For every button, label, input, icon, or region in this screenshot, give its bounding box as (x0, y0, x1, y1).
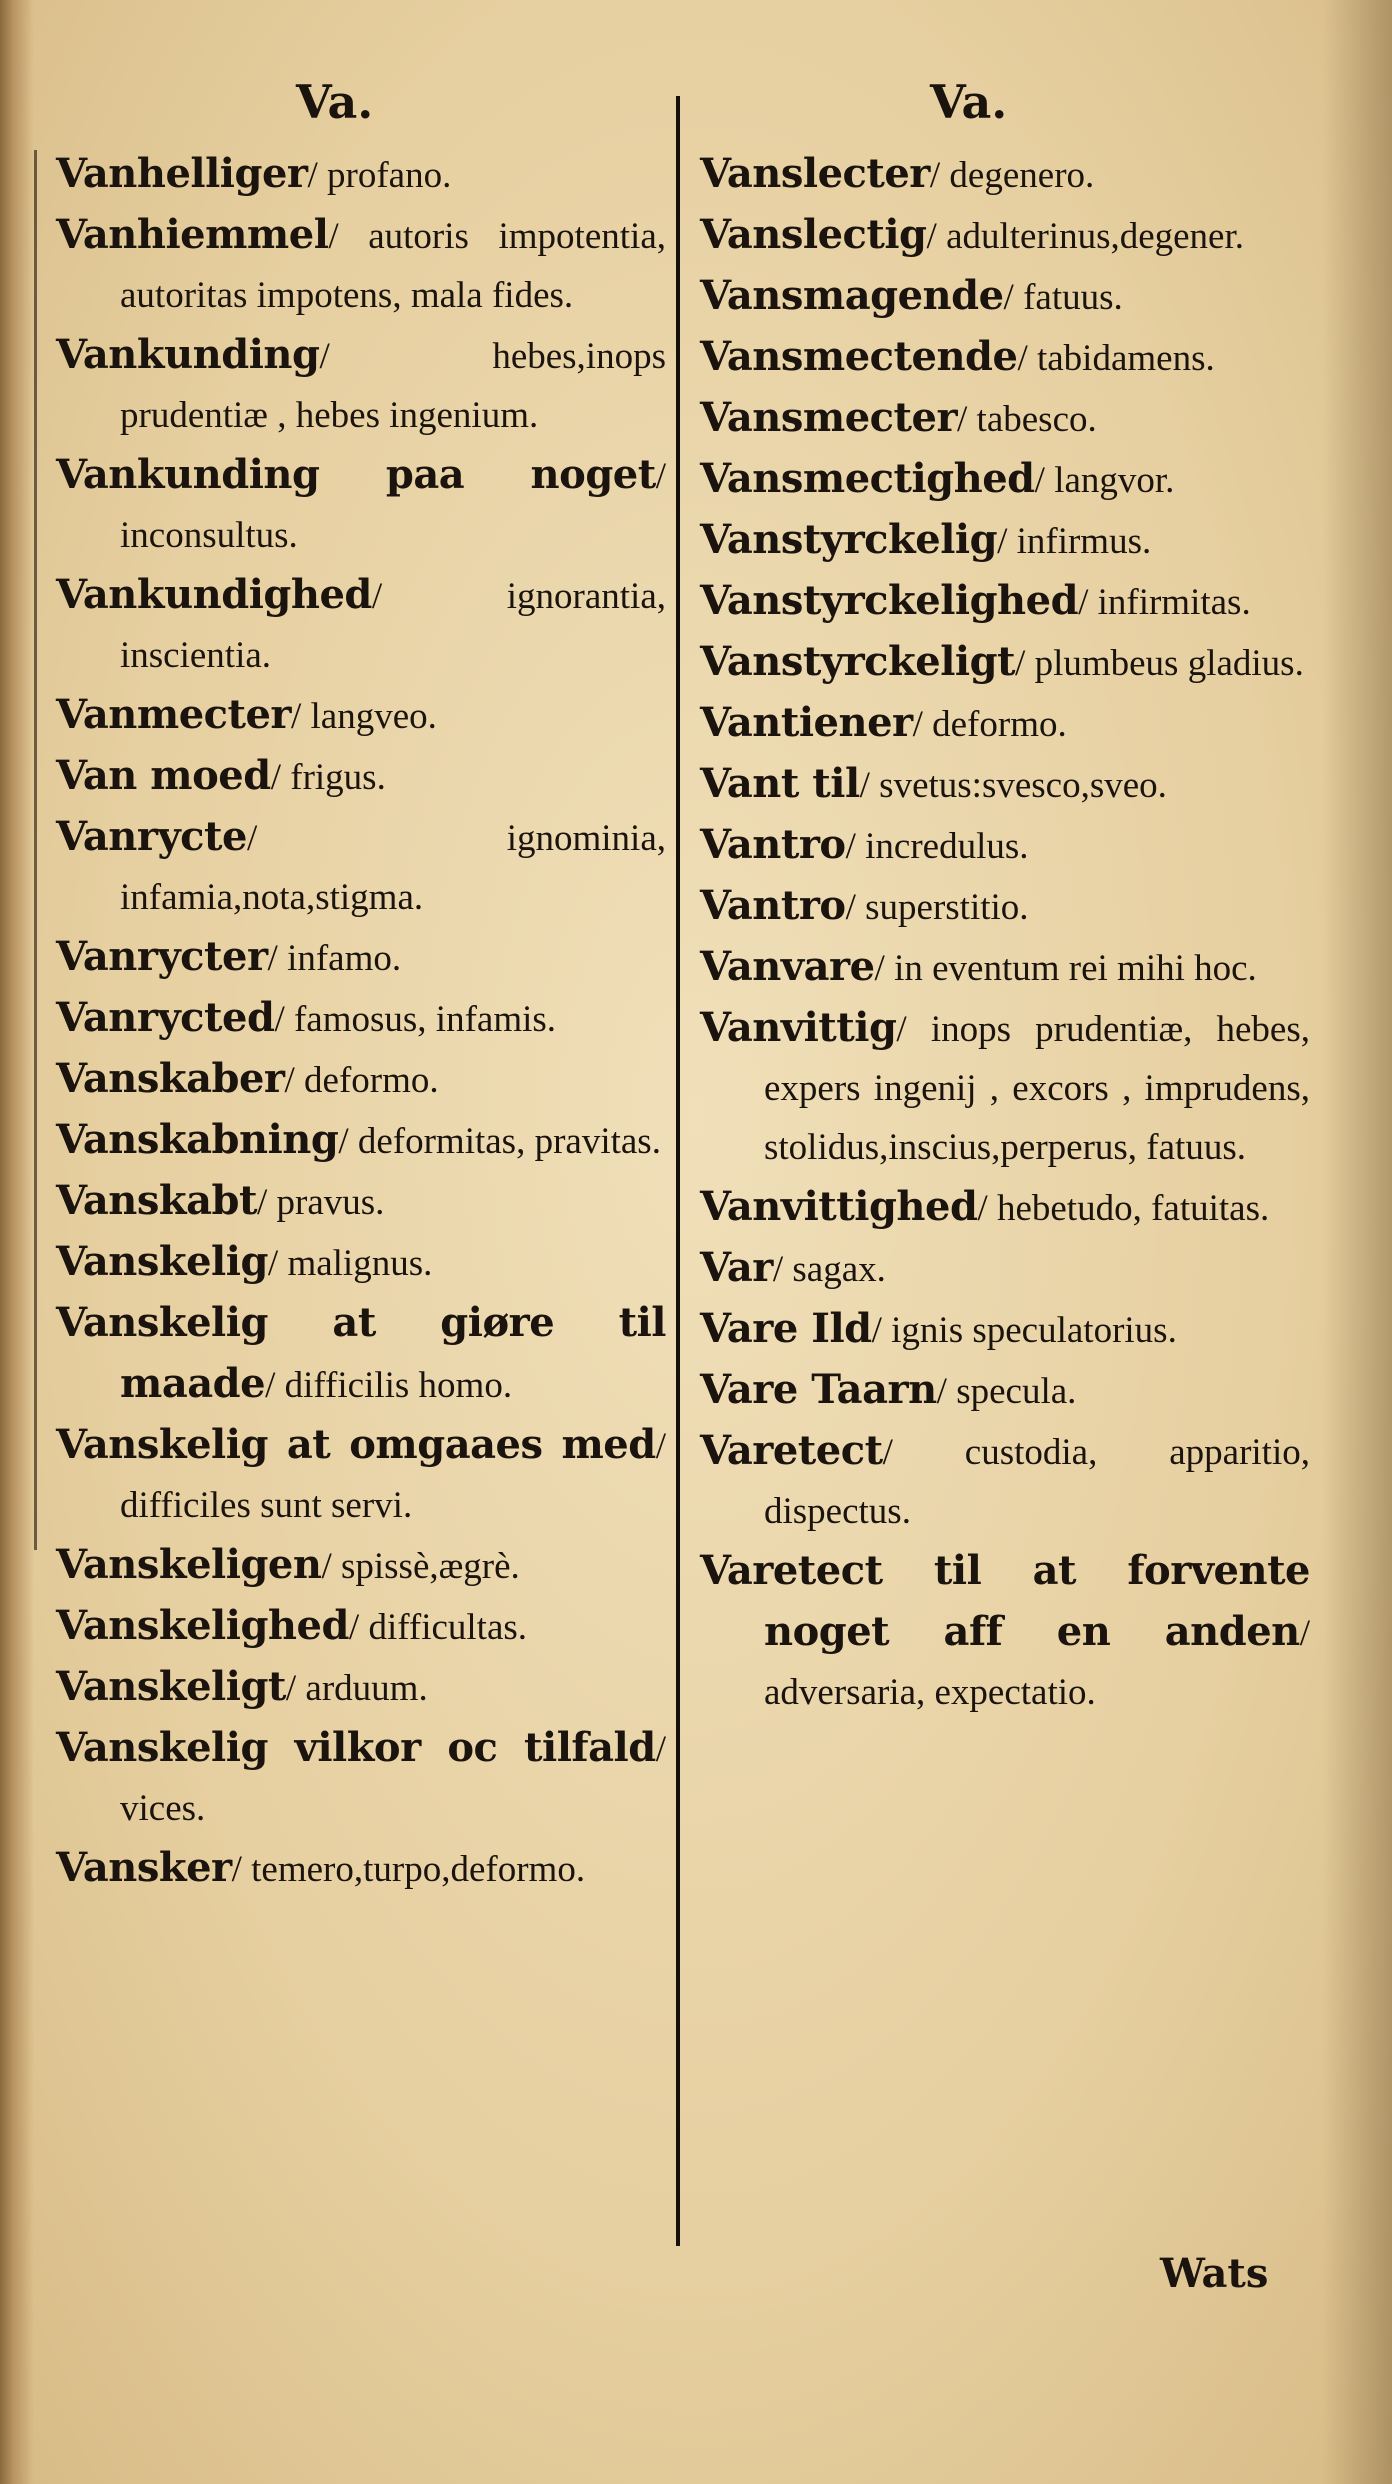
entry-separator: / (1034, 460, 1055, 501)
entry-definition: plumbeus gladius. (1034, 643, 1304, 684)
entry-separator: / (655, 1729, 666, 1770)
dictionary-entry (700, 815, 1310, 876)
column-divider (676, 96, 680, 2246)
entry-headword: Vankunding paa noget (56, 451, 656, 498)
entry-separator: / (936, 1371, 957, 1412)
entry-definition: adulterinus,degener. (946, 216, 1245, 257)
entry-definition: sagax. (792, 1249, 886, 1290)
dictionary-entry (56, 1535, 666, 1596)
entry-headword: Vanskelig at giøre til maade (56, 1299, 666, 1407)
entry-separator: / (348, 1607, 369, 1648)
entry-definition: specula. (956, 1371, 1077, 1412)
entry-definition: infamo. (287, 938, 402, 979)
dictionary-entry (700, 754, 1310, 815)
entry-separator: / (371, 576, 507, 617)
entry-headword: Vanskelig (56, 1238, 268, 1285)
entry-separator: / (871, 1310, 892, 1351)
entry-separator: / (874, 948, 895, 989)
dictionary-entry (700, 1360, 1310, 1421)
left-entry-list (56, 144, 666, 1899)
right-column-header: Va. (930, 75, 1008, 129)
entry-headword: Varetect til at forvente noget aff en anden (700, 1547, 1310, 1655)
entry-separator: / (285, 1668, 306, 1709)
entry-separator: / (321, 1546, 341, 1587)
entry-separator: / (772, 1249, 793, 1290)
dictionary-entry (56, 1171, 666, 1232)
entry-headword: Vansmagende (700, 272, 1004, 319)
entry-headword: Vanslecter (700, 150, 930, 197)
dictionary-entry (56, 1838, 666, 1899)
entry-separator: / (231, 1849, 252, 1890)
entry-separator: / (267, 1243, 288, 1284)
entry-headword: Vanskaber (56, 1055, 285, 1102)
entry-headword: Vantro (700, 882, 846, 929)
entry-headword: Vanmecter (56, 691, 291, 738)
entry-separator: / (997, 521, 1017, 562)
entry-definition: deformitas, pravitas. (357, 1121, 661, 1162)
entry-headword: Vanrycted (56, 994, 275, 1041)
dictionary-entry (700, 1238, 1310, 1299)
entry-definition: hebetudo, fatuitas. (996, 1188, 1270, 1229)
left-column-header: Va. (296, 75, 374, 129)
dictionary-entry (700, 1541, 1310, 1722)
catchword: Wats (1160, 2250, 1269, 2297)
entry-definition: langveo. (310, 696, 437, 737)
page-edge-shadow (1322, 0, 1392, 2484)
entry-separator: / (929, 155, 950, 196)
entry-headword: Vanskelig at omgaaes med (56, 1421, 656, 1468)
dictionary-entry (700, 937, 1310, 998)
entry-headword: Vansmectende (700, 333, 1018, 380)
entry-headword: Vanskeligt (56, 1663, 286, 1710)
entry-separator: / (338, 1121, 358, 1162)
entry-headword: Vansker (56, 1844, 232, 1891)
entry-headword: Vare Taarn (700, 1366, 937, 1413)
entry-headword: Vanskabning (56, 1116, 339, 1163)
entry-definition: svetus:svesco,sveo. (879, 765, 1167, 806)
dictionary-entry (56, 1110, 666, 1171)
entry-headword: Vankunding (56, 331, 320, 378)
dictionary-entry (56, 205, 666, 325)
entry-separator: / (1017, 338, 1037, 379)
entry-definition: incredulus. (865, 826, 1029, 867)
dictionary-entry (700, 571, 1310, 632)
entry-definition: ignominia, infamia,nota,stigma. (120, 818, 666, 918)
entry-definition: inops prudentiæ, hebes, expers ingenij , excors , imprudens, stolidus,inscius,perperus, fatuus. (764, 1009, 1311, 1168)
entry-headword: Vanskabt (56, 1177, 257, 1224)
dictionary-entry (56, 988, 666, 1049)
entry-definition: adversaria, expectatio. (764, 1672, 1096, 1713)
entry-separator: / (957, 399, 977, 440)
left-column (56, 60, 666, 1899)
entry-definition: arduum. (305, 1668, 428, 1709)
dictionary-entry (56, 746, 666, 807)
entry-definition: ignorantia, inscientia. (120, 576, 666, 676)
dictionary-entry (56, 1049, 666, 1110)
entry-separator: / (274, 999, 294, 1040)
dictionary-entry (700, 510, 1310, 571)
entry-headword: Vanstyrckelighed (700, 577, 1079, 624)
entry-definition: fatuus. (1023, 277, 1123, 318)
entry-headword: Vanstyrckeligt (700, 638, 1016, 685)
entry-headword: Vare Ild (700, 1305, 872, 1352)
entry-headword: Vanvare (700, 943, 875, 990)
dictionary-entry (56, 807, 666, 927)
dictionary-entry (700, 144, 1310, 205)
entry-definition: deformo. (304, 1060, 439, 1101)
right-column (700, 60, 1310, 1722)
entry-separator: / (655, 1426, 666, 1467)
entry-definition: frigus. (290, 757, 386, 798)
entry-separator: / (328, 216, 369, 257)
entry-definition: infirmitas. (1097, 582, 1251, 623)
entry-headword: Vantro (700, 821, 846, 868)
dictionary-entry (700, 327, 1310, 388)
dictionary-entry (700, 205, 1310, 266)
dictionary-entry (700, 998, 1310, 1177)
dictionary-entry (56, 1718, 666, 1838)
entry-definition: langvor. (1054, 460, 1175, 501)
entry-definition: famosus, infamis. (293, 999, 557, 1040)
dictionary-entry (56, 445, 666, 565)
entry-headword: Vanrycte (56, 813, 247, 860)
entry-separator: / (1003, 277, 1024, 318)
entry-definition: spissè,ægrè. (340, 1546, 520, 1587)
entry-definition: profano. (327, 155, 452, 196)
entry-headword: Vanvittighed (700, 1183, 978, 1230)
entry-definition: superstitio. (865, 887, 1029, 928)
dictionary-entry (56, 1657, 666, 1718)
dictionary-entry (700, 449, 1310, 510)
dictionary-entry (700, 388, 1310, 449)
entry-definition: vices. (120, 1788, 206, 1829)
dictionary-entry (700, 876, 1310, 937)
entry-headword: Vanskeligen (56, 1541, 322, 1588)
entry-separator: / (1078, 582, 1098, 623)
dictionary-entry (56, 1415, 666, 1535)
entry-headword: Vanskelighed (56, 1602, 349, 1649)
entry-definition: inconsultus. (120, 515, 298, 556)
dictionary-entry (700, 266, 1310, 327)
right-entry-list (700, 144, 1310, 1722)
entry-definition: malignus. (287, 1243, 433, 1284)
entry-headword: Vansmecter (700, 394, 958, 441)
dictionary-entry (56, 1596, 666, 1657)
entry-definition: degenero. (949, 155, 1095, 196)
dictionary-entry (56, 144, 666, 205)
dictionary-entry (700, 1299, 1310, 1360)
entry-separator: / (655, 456, 666, 497)
entry-separator: / (270, 757, 291, 798)
entry-separator: / (319, 336, 493, 377)
dictionary-entry (700, 1177, 1310, 1238)
entry-separator: / (291, 696, 311, 737)
entry-separator: / (246, 818, 507, 859)
dictionary-entry (700, 632, 1310, 693)
entry-headword: Vankundighed (56, 571, 372, 618)
dictionary-entry (700, 1421, 1310, 1541)
entry-definition: ignis speculatorius. (891, 1310, 1177, 1351)
dictionary-entry (700, 693, 1310, 754)
entry-headword: Vanhelliger (56, 150, 308, 197)
entry-separator: / (882, 1432, 965, 1473)
entry-definition: difficilis homo. (284, 1365, 513, 1406)
entry-separator: / (267, 938, 288, 979)
entry-definition: difficultas. (368, 1607, 528, 1648)
dictionary-entry (56, 1232, 666, 1293)
entry-headword: Vanstyrckelig (700, 516, 998, 563)
entry-definition: infirmus. (1016, 521, 1152, 562)
entry-definition: hebes,inops prudentiæ , hebes ingenium. (120, 336, 666, 436)
binding-rule (34, 150, 37, 1550)
dictionary-entry (56, 325, 666, 445)
entry-headword: Vanhiemmel (56, 211, 329, 258)
entry-definition: deformo. (932, 704, 1067, 745)
entry-separator: / (1015, 643, 1035, 684)
entry-definition: difficiles sunt servi. (120, 1485, 413, 1526)
entry-headword: Vanrycter (56, 933, 268, 980)
entry-headword: Varetect (700, 1427, 883, 1474)
page-binding-shadow (0, 0, 34, 2484)
entry-separator: / (265, 1365, 285, 1406)
entry-definition: temero,turpo,deformo. (251, 1849, 586, 1890)
entry-separator: / (307, 155, 328, 196)
entry-separator: / (896, 1009, 931, 1050)
entry-definition: tabidamens. (1036, 338, 1215, 379)
entry-headword: Vant til (700, 760, 860, 807)
entry-definition: autoris impotentia, autoritas impotens, mala fides. (120, 216, 666, 316)
dictionary-entry (56, 927, 666, 988)
entry-headword: Vantiener (700, 699, 913, 746)
entry-definition: pravus. (276, 1182, 385, 1223)
entry-separator: / (845, 887, 866, 928)
entry-headword: Vansmectighed (700, 455, 1035, 502)
entry-headword: Vanskelig vilkor oc tilfald (56, 1724, 656, 1771)
entry-definition: tabesco. (976, 399, 1097, 440)
entry-separator: / (256, 1182, 277, 1223)
dictionary-entry (56, 1293, 666, 1415)
dictionary-entry (56, 685, 666, 746)
entry-headword: Vanslectig (700, 211, 927, 258)
entry-separator: / (845, 826, 866, 867)
entry-separator: / (859, 765, 880, 806)
entry-separator: / (1299, 1613, 1310, 1654)
entry-separator: / (977, 1188, 997, 1229)
entry-definition: custodia, apparitio, dispectus. (764, 1432, 1310, 1532)
entry-headword: Var (700, 1244, 773, 1291)
entry-headword: Van moed (56, 752, 271, 799)
entry-separator: / (284, 1060, 305, 1101)
dictionary-entry (56, 565, 666, 685)
entry-separator: / (912, 704, 933, 745)
entry-separator: / (926, 216, 947, 257)
entry-headword: Vanvittig (700, 1004, 897, 1051)
entry-definition: in eventum rei mihi hoc. (894, 948, 1257, 989)
